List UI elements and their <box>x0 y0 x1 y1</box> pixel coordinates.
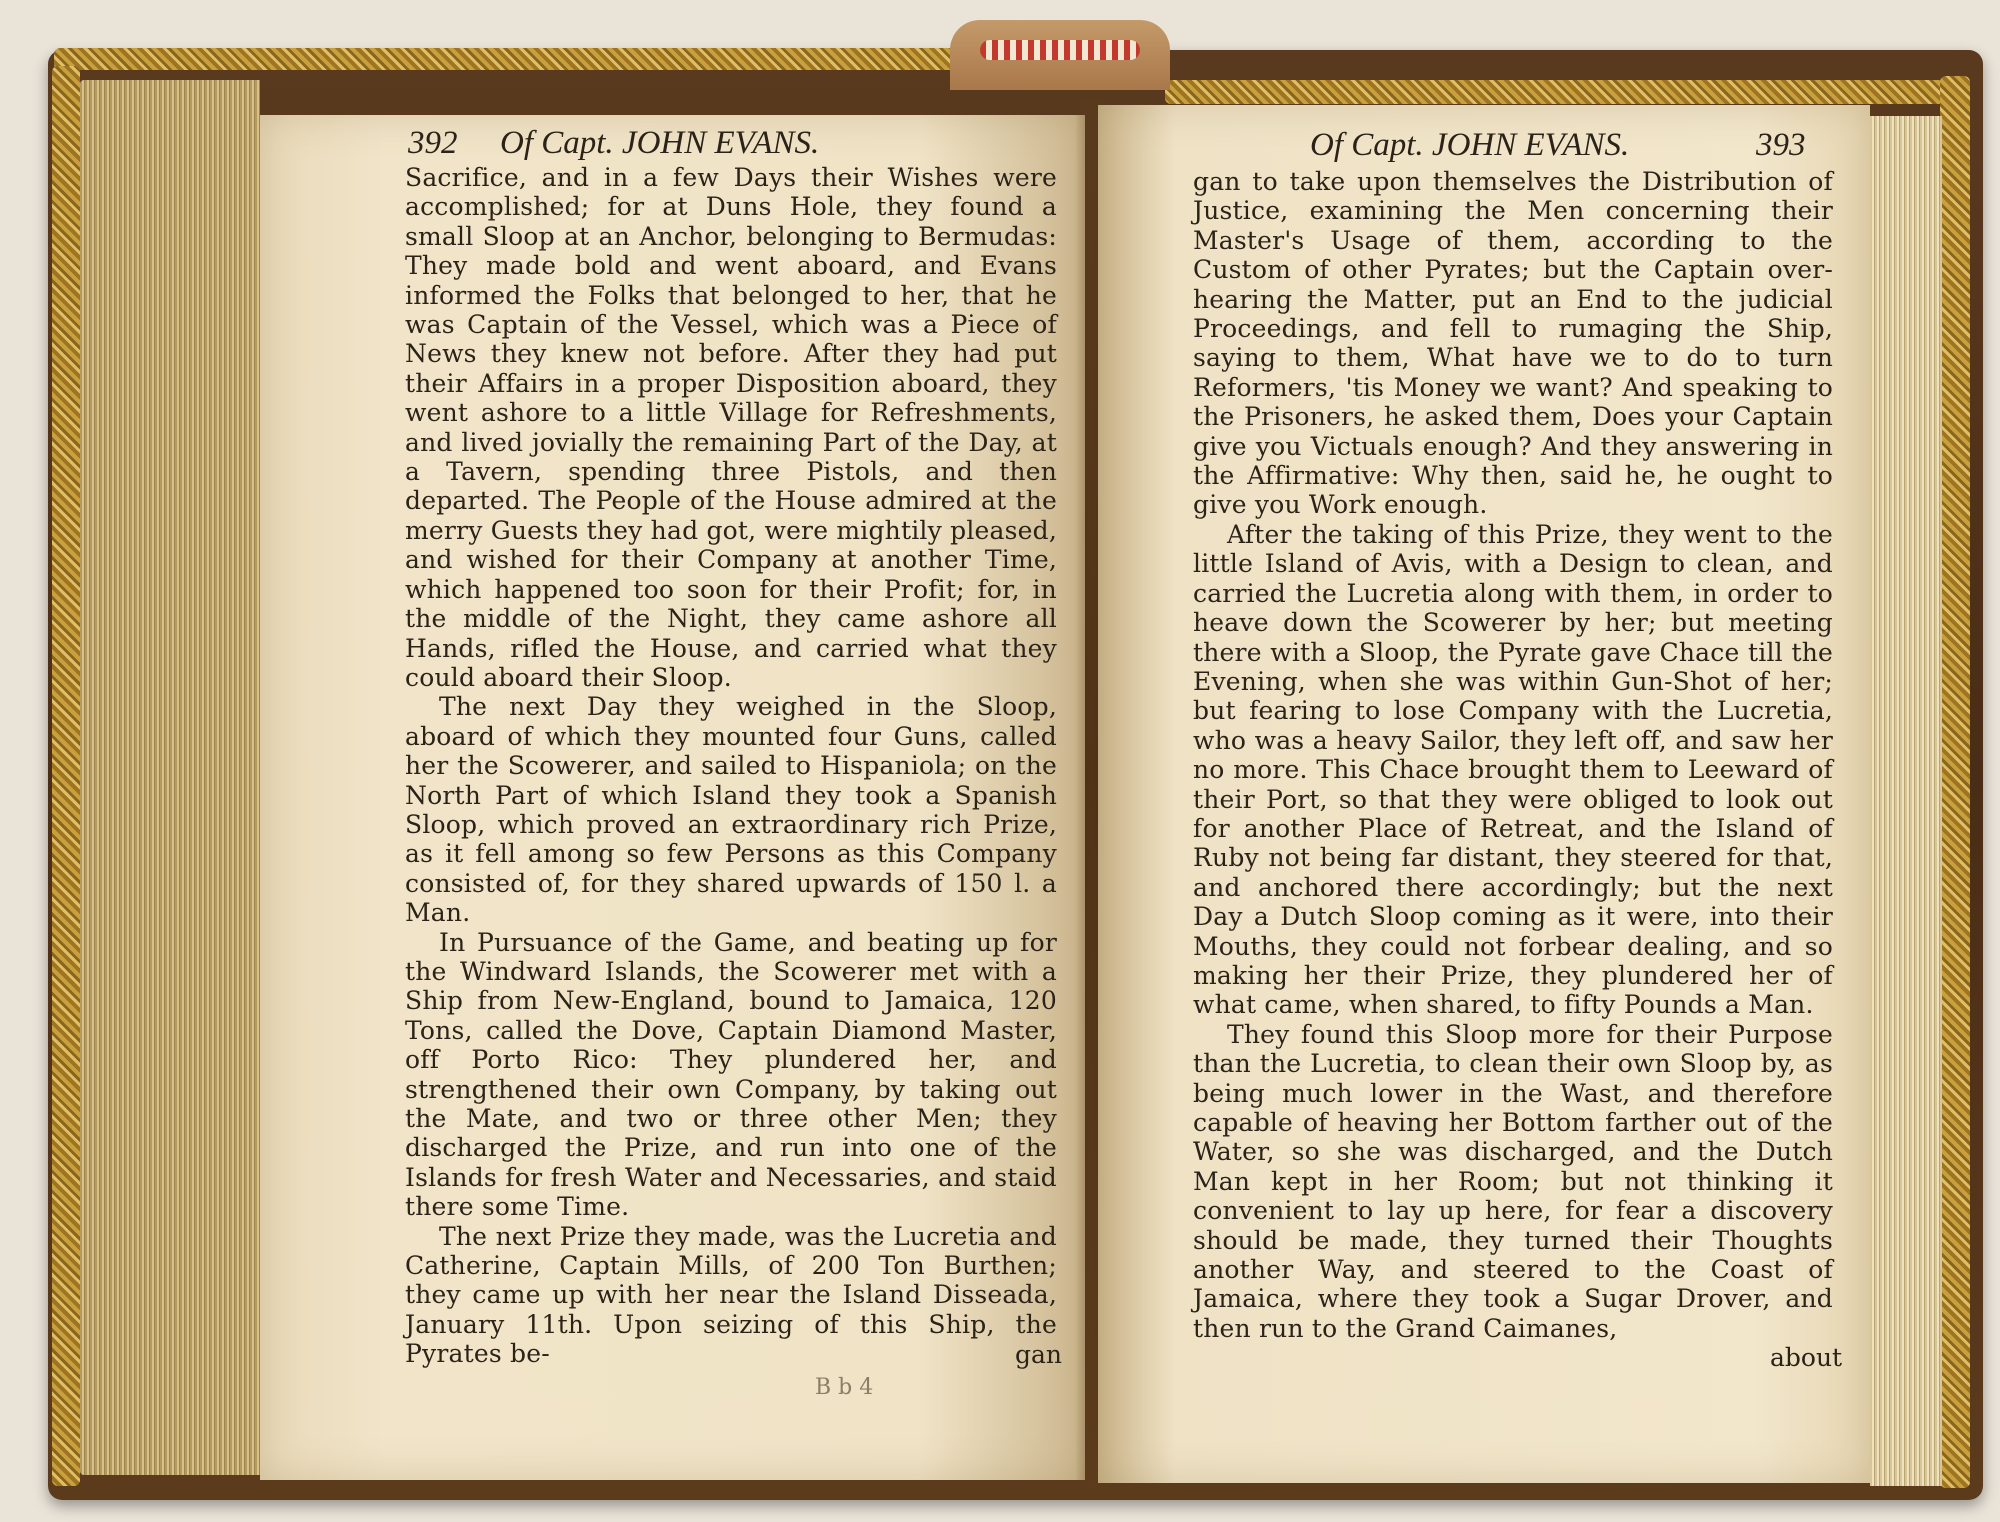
open-book <box>40 20 1990 1500</box>
paragraph: In Pursuance of the Game, and beating up for the Windward Islands, the Scowerer met with a Ship from New-England, bound to Jamaica, 120 Tons, called the Dove, Captain Diamond Master, off Porto Rico: They plundered her, and strengthened their own Company, by taking out the Mate, and two or three other Men; they discharged the Prize, and run into one of the Islands for fresh Water and Necessaries, and staid there some Time. <box>405 927 1057 1222</box>
paragraph: gan to take upon themselves the Distribution of Justice, examining the Men concerning their Master's Usage of them, according to the Custom of other Pyrates; but the Captain over-hearing the Matter, put an End to the judicial Proceedings, and fell to rumaging the Ship, saying to them, What have we to do to turn Reformers, 'tis Money we want? And speaking to the Prisoners, he asked them, Does your Captain give you Victuals enough? And they answering in the Affirmative: Why then, said he, he ought to give you Work enough. <box>1193 167 1833 520</box>
headband <box>950 20 1170 90</box>
left-page <box>260 115 1085 1480</box>
gilt-border-top-left <box>54 48 1054 70</box>
gilt-border-right <box>1940 76 1970 1488</box>
gilt-border-left <box>52 66 80 1486</box>
running-head-left: Of Capt. JOHN EVANS. <box>500 125 820 161</box>
catchword-left: gan <box>1015 1340 1063 1369</box>
gilt-border-top-right <box>1165 80 1965 104</box>
catchword-right: about <box>1770 1343 1843 1372</box>
page-block-left <box>80 80 260 1475</box>
page-number-left: 392 <box>408 125 458 161</box>
page-number-right: 393 <box>1756 127 1806 163</box>
running-head-right: Of Capt. JOHN EVANS. <box>1310 127 1630 163</box>
paragraph: The next Day they weighed in the Sloop, aboard of which they mounted four Guns, called her the Scowerer, and sailed to Hispaniola; on the North Part of which Island they took a Spanish Sloop, which proved an extraordinary rich Prize, as it fell among so few Persons as this Company consisted of, for they shared upwards of 150 l. a Man. <box>405 692 1057 928</box>
paragraph: The next Prize they made, was the Lucretia and Catherine, Captain Mills, of 200 Ton Burthen; they came up with her near the Island Disseada, January 11th. Upon seizing of this Ship, the Pyrates be- <box>405 1221 1057 1369</box>
signature-mark: B b 4 <box>815 1375 874 1400</box>
right-page-text <box>1193 167 1833 1343</box>
left-page-text <box>405 163 1057 1369</box>
right-page <box>1098 105 1870 1483</box>
paragraph: They found this Sloop more for their Purpose than the Lucretia, to clean their own Sloop by, as being much lower in the Wast, and therefore capable of heaving her Bottom farther out of the Water, so she was discharged, and the Dutch Man kept in her Room; but not thinking it convenient to lay up here, for fear a discovery should be made, they turned their Thoughts another Way, and steered to the Coast of Jamaica, where they took a Sugar Drover, and then run to the Grand Caimanes, <box>1193 1019 1833 1343</box>
page-block-right <box>1870 116 1942 1486</box>
paragraph: Sacrifice, and in a few Days their Wishes were accomplished; for at Duns Hole, they found a small Sloop at an Anchor, belonging to Bermudas: They made bold and went aboard, and Evans informed the Folks that belonged to her, that he was Captain of the Vessel, which was a Piece of News they knew not before. After they had put their Affairs in a proper Disposition aboard, they went ashore to a little Village for Refreshments, and lived jovially the remaining Part of the Day, at a Tavern, spending three Pistols, and then departed. The People of the House admired at the merry Guests they had got, were mightily pleased, and wished for their Company at another Time, which happened too soon for their Profit; for, in the middle of the Night, they came ashore all Hands, rifled the House, and carried what they could aboard their Sloop. <box>405 163 1057 692</box>
paragraph: After the taking of this Prize, they went to the little Island of Avis, with a Design to clean, and carried the Lucretia along with them, in order to heave down the Scowerer by her; but meeting there with a Sloop, the Pyrate gave Chace till the Evening, when she was within Gun-Shot of her; but fearing to lose Company with the Lucretia, who was a heavy Sailor, they left off, and saw her no more. This Chace brought them to Leeward of their Port, so that they were obliged to look out for another Place of Retreat, and the Island of Ruby not being far distant, they steered for that, and anchored there accordingly; but the next Day a Dutch Sloop coming as it were, into their Mouths, they could not forbear dealing, and so making her their Prize, they plundered her of what came, when shared, to fifty Pounds a Man. <box>1193 519 1833 1020</box>
